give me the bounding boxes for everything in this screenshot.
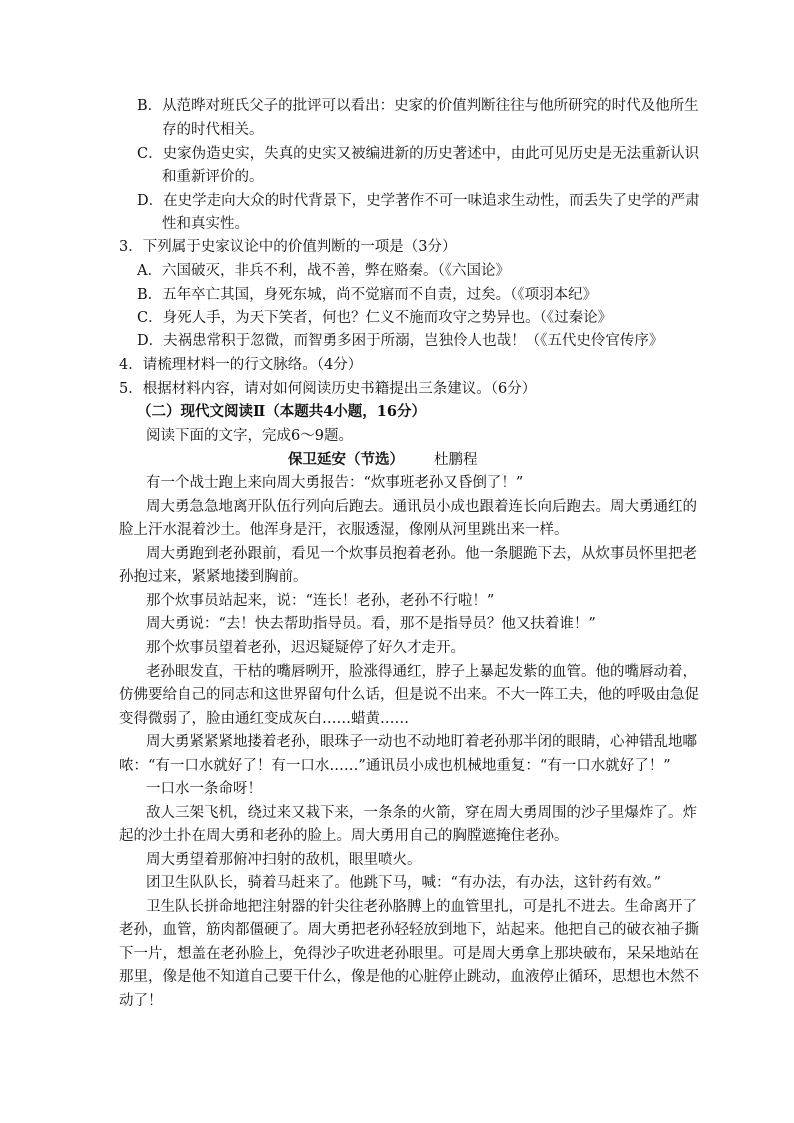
passage-line: 仿佛要给自己的同志和这世界留句什么话，但是说不出来。不大一阵工夫，他的呼吸由急促 (119, 687, 699, 703)
passage-line: 卫生队长拼命地把注射器的针尖往老孙胳膊上的血管里扎，可是扎不进去。生命离开了 (146, 899, 697, 915)
passage-title: 保卫延安（节选） (288, 451, 404, 468)
passage-line: 周大勇紧紧紧地搂着老孙，眼珠子一动也不动地盯着老孙那半闭的眼睛，心神错乱地嘟 (146, 734, 697, 750)
passage-line: 周大勇跑到老孙跟前，看见一个炊事员抱着老孙。他一条腿跪下去，从炊事员怀里把老 (146, 546, 697, 562)
option-b-line-2: 存的时代相关。 (162, 122, 264, 138)
passage-line: 下一片，想盖在老孙脸上，免得沙子吹进老孙眼里。可是周大勇拿上那块破布，呆呆地站在 (119, 946, 699, 962)
q3-option-d: D．夫祸患常积于忽微，而智勇多困于所溺，岂独伶人也哉！（《五代史伶官传序》 (137, 333, 664, 349)
q3-option-c: C．身死人手，为天下笑者，何也？仁义不施而攻守之势异也。（《过秦论》 (137, 310, 613, 326)
passage-line: 脸上汗水混着沙土。他浑身是汗，衣服透湿，像刚从河里跳出来一样。 (119, 522, 569, 538)
passage-line: 那里，像是他不知道自己要干什么，像是他的心脏停止跳动，血液停止循环，思想也木然不 (119, 969, 699, 985)
passage-line: 变得微弱了，脸由通红变成灰白……蜡黄…… (119, 711, 409, 727)
q3-option-a: A．六国破灭，非兵不利，战不善，弊在赂秦。（《六国论》 (137, 263, 510, 279)
passage-line: 哝：“有一口水就好了！有一口水……”通讯员小成也机械地重复：“有一口水就好了！” (119, 758, 671, 774)
passage-line: 周大勇急急地离开队伍行列向后跑去。通讯员小成也跟着连长向后跑去。周大勇通红的 (146, 499, 697, 515)
option-b-line-1: B．从范晔对班氏父子的批评可以看出：史家的价值判断往往与他所研究的时代及他所生 (137, 98, 699, 114)
question-4: 4．请梳理材料一的行文脉络。（4分） (119, 357, 363, 373)
option-d-line-2: 性和真实性。 (162, 216, 249, 232)
passage-line: 周大勇望着那俯冲扫射的敌机，眼里喷火。 (146, 852, 422, 868)
section-heading: （二）现代文阅读Ⅱ（本题共4小题，16分） (137, 403, 426, 420)
passage-line: 那个炊事员站起来，说：“连长！老孙，老孙不行啦！” (146, 593, 495, 609)
passage-line: 起的沙土扑在周大勇和老孙的脸上。周大勇用自己的胸膛遮掩住老孙。 (119, 828, 569, 844)
passage-line: 周大勇说：“去！快去帮助指导员。看，那不是指导员？他又扶着谁！” (146, 616, 596, 632)
passage-line: 团卫生队队长，骑着马赶来了。他跳下马，喊：“有办法，有办法，这针药有效。” (146, 875, 662, 891)
option-d-line-1: D．在史学走向大众的时代背景下，史学著作不可一味追求生动性，而丢失了史学的严肃 (137, 193, 700, 209)
passage-line: 孙抱过来，紧紧地搂到胸前。 (119, 569, 308, 585)
question-5: 5．根据材料内容，请对如何阅读历史书籍提出三条建议。（6分） (119, 381, 537, 397)
passage-line: 动了！ (119, 993, 163, 1009)
passage-line: 老孙眼发直，干枯的嘴唇咧开，脸涨得通红，脖子上暴起发紫的血管。他的嘴唇动着， (146, 664, 697, 680)
q3-option-b: B．五年卒亡其国，身死东城，尚不觉寤而不自责，过矣。（《项羽本纪》 (137, 287, 598, 303)
question-3: 3．下列属于史家议论中的价值判断的一项是（3分） (119, 239, 457, 255)
passage-line: 老孙，血管，筋肉都僵硬了。周大勇把老孙轻轻放到地下，站起来。他把自己的破衣袖子撕 (119, 922, 699, 938)
passage-line: 一口水一条命呀！ (146, 781, 262, 797)
option-c-line-1: C．史家伪造史实，失真的史实又被编进新的历史著述中，由此可见历史是无法重新认识 (137, 146, 700, 162)
passage-line: 有一个战士跑上来向周大勇报告：“炊事班老孙又昏倒了！” (146, 475, 524, 491)
option-c-line-2: 和重新评价的。 (162, 169, 264, 185)
passage-line: 敌人三架飞机，绕过来又栽下来，一条条的火箭，穿在周大勇周围的沙子里爆炸了。炸 (146, 805, 697, 821)
passage-line: 那个炊事员望着老孙，迟迟疑疑停了好久才走开。 (146, 640, 465, 656)
reading-instruction: 阅读下面的文字，完成6～9题。 (146, 428, 353, 444)
passage-author: 杜鹏程 (434, 452, 478, 468)
